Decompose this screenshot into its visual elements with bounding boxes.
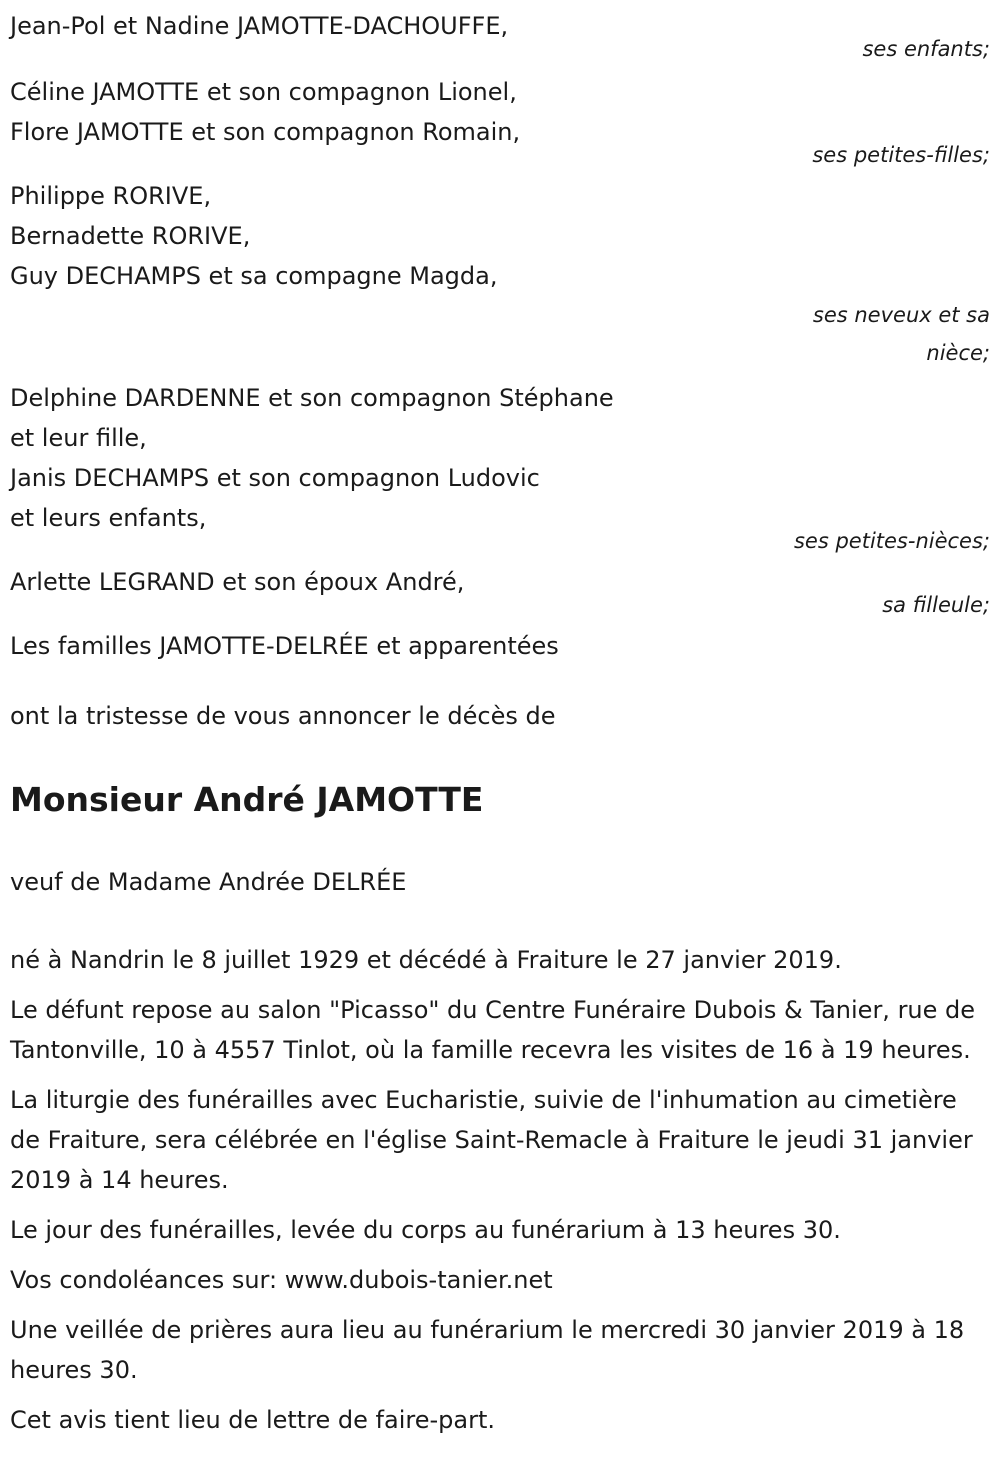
family-member-line: Flore JAMOTTE et son compagnon Romain, xyxy=(10,118,521,146)
notice-paragraph: Cet avis tient lieu de lettre de faire-part. xyxy=(10,1406,495,1434)
family-member-line: et leur fille, xyxy=(10,424,147,452)
family-group-granddaughters xyxy=(10,72,990,174)
funeral-paragraph: La liturgie des funérailles avec Eucharistie, suivie de l'inhumation au cimetière de Fraiture, sera célébrée en l'église Saint-Remacle à Fraiture le jeudi 31 janvier 2019 à 14 heures. xyxy=(10,1086,973,1194)
family-member-line: Jean-Pol et Nadine JAMOTTE-DACHOUFFE, xyxy=(10,12,509,40)
obituary-notice xyxy=(10,6,990,1450)
birth-death-paragraph: né à Nandrin le 8 juillet 1929 et décédé à Fraiture le 27 janvier 2019. xyxy=(10,946,842,974)
family-member-line: Philippe RORIVE, xyxy=(10,182,212,210)
family-member-line: Guy DECHAMPS et sa compagne Magda, xyxy=(10,262,498,290)
relationship-label: sa filleule; xyxy=(882,593,990,617)
relationship-label: ses neveux et sa nièce; xyxy=(812,303,990,365)
family-member-line: Delphine DARDENNE et son compagnon Stéphane xyxy=(10,384,614,412)
family-member-line: Céline JAMOTTE et son compagnon Lionel, xyxy=(10,78,517,106)
vigil-paragraph: Une veillée de prières aura lieu au funérarium le mercredi 30 janvier 2019 à 18 heures 30. xyxy=(10,1316,965,1384)
family-group-children xyxy=(10,6,990,68)
relationship-label: ses enfants; xyxy=(862,37,990,61)
condolences-paragraph: Vos condoléances sur: www.dubois-tanier.net xyxy=(10,1266,553,1294)
family-member-line: Bernadette RORIVE, xyxy=(10,222,251,250)
family-group-goddaughter xyxy=(10,562,990,624)
viewing-paragraph: Le défunt repose au salon "Picasso" du Centre Funéraire Dubois & Tanier, rue de Tantonville, 10 à 4557 Tinlot, où la famille recevra les visites de 16 à 19 heures. xyxy=(10,996,976,1064)
relationship-label: ses petites-nièces; xyxy=(793,529,990,553)
closing-family-line: Les familles JAMOTTE-DELRÉE et apparentées xyxy=(10,632,559,660)
widower-line: veuf de Madame Andrée DELRÉE xyxy=(10,868,407,896)
announcement-line: ont la tristesse de vous annoncer le décès de xyxy=(10,702,556,730)
family-group-grandnieces xyxy=(10,378,990,560)
deceased-name: Monsieur André JAMOTTE xyxy=(10,780,484,819)
family-group-nephews xyxy=(10,176,990,372)
family-member-line: Janis DECHAMPS et son compagnon Ludovic xyxy=(10,464,540,492)
body-removal-paragraph: Le jour des funérailles, levée du corps au funérarium à 13 heures 30. xyxy=(10,1216,841,1244)
relationship-label: ses petites-filles; xyxy=(812,143,990,167)
family-member-line: et leurs enfants, xyxy=(10,504,207,532)
family-member-line: Arlette LEGRAND et son époux André, xyxy=(10,568,465,596)
